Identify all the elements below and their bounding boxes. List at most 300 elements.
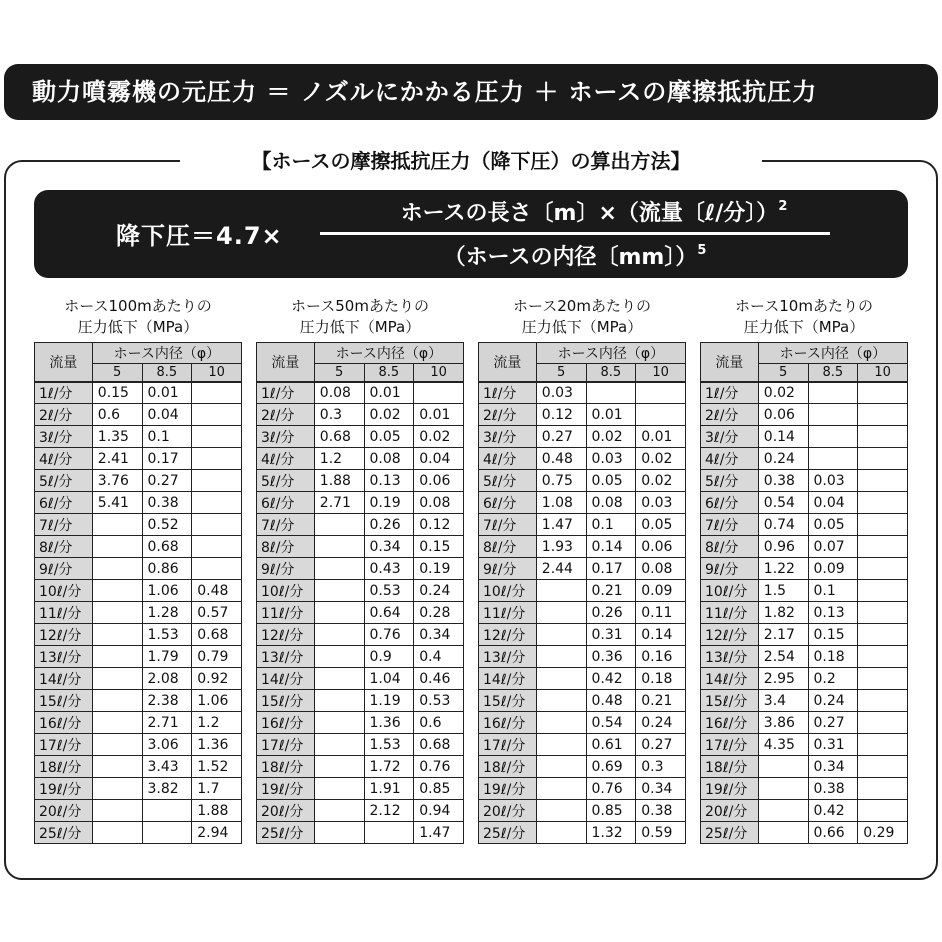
value-cell: 3.86 [758, 712, 808, 734]
flow-cell: 3ℓ/分 [257, 426, 315, 448]
flow-cell: 1ℓ/分 [35, 382, 93, 404]
flow-cell: 1ℓ/分 [257, 382, 315, 404]
diameter-col-header: 5 [92, 364, 142, 382]
value-cell: 3.76 [92, 470, 142, 492]
value-cell: 0.02 [636, 448, 686, 470]
value-cell: 0.14 [758, 426, 808, 448]
value-cell: 0.3 [314, 404, 364, 426]
value-cell: 0.14 [636, 624, 686, 646]
table-row [35, 712, 242, 734]
value-cell: 0.03 [636, 492, 686, 514]
value-cell: 0.04 [808, 492, 858, 514]
table-row [479, 602, 686, 624]
value-cell [314, 822, 364, 844]
table-row [257, 404, 464, 426]
value-cell: 0.24 [636, 712, 686, 734]
value-cell: 0.03 [536, 382, 586, 404]
table-row [479, 756, 686, 778]
value-cell: 0.06 [758, 404, 808, 426]
flow-cell: 8ℓ/分 [35, 536, 93, 558]
value-cell [858, 624, 908, 646]
table-row [257, 470, 464, 492]
diameter-header: ホース内径（φ） [92, 343, 241, 364]
table-row [479, 646, 686, 668]
value-cell: 1.82 [758, 602, 808, 624]
value-cell: 0.15 [414, 536, 464, 558]
value-cell: 0.48 [536, 448, 586, 470]
value-cell [858, 426, 908, 448]
flow-cell: 11ℓ/分 [35, 602, 93, 624]
value-cell: 0.86 [142, 558, 192, 580]
value-cell [314, 756, 364, 778]
flow-cell: 1ℓ/分 [479, 382, 537, 404]
table-row [701, 558, 908, 580]
table-row [257, 624, 464, 646]
diameter-col-header: 10 [858, 364, 908, 382]
flow-cell: 25ℓ/分 [257, 822, 315, 844]
formula-box [34, 190, 908, 278]
flow-header: 流量 [479, 343, 537, 382]
flow-cell: 9ℓ/分 [35, 558, 93, 580]
table-row [257, 448, 464, 470]
flow-cell: 7ℓ/分 [701, 514, 759, 536]
value-cell: 0.42 [808, 800, 858, 822]
value-cell: 0.05 [808, 514, 858, 536]
value-cell: 0.03 [808, 470, 858, 492]
table-caption [34, 296, 242, 342]
value-cell [536, 668, 586, 690]
pressure-drop-table [700, 342, 908, 844]
value-cell: 0.04 [142, 404, 192, 426]
value-cell [858, 602, 908, 624]
value-cell [192, 382, 242, 404]
value-cell: 0.16 [636, 646, 686, 668]
value-cell: 0.27 [142, 470, 192, 492]
flow-cell: 12ℓ/分 [701, 624, 759, 646]
value-cell: 0.02 [414, 426, 464, 448]
table-row [701, 470, 908, 492]
diameter-col-header: 8.5 [142, 364, 192, 382]
flow-cell: 4ℓ/分 [35, 448, 93, 470]
value-cell [858, 448, 908, 470]
table-row [479, 426, 686, 448]
value-cell: 1.19 [364, 690, 414, 712]
table-row [479, 404, 686, 426]
value-cell [858, 646, 908, 668]
value-cell [92, 778, 142, 800]
value-cell: 0.74 [758, 514, 808, 536]
flow-cell: 16ℓ/分 [257, 712, 315, 734]
pressure-drop-table [478, 342, 686, 844]
header-row [479, 343, 686, 364]
table-row [701, 668, 908, 690]
value-cell: 1.91 [364, 778, 414, 800]
value-cell [92, 558, 142, 580]
value-cell: 0.27 [536, 426, 586, 448]
table-row [257, 558, 464, 580]
value-cell: 0.08 [364, 448, 414, 470]
flow-cell: 6ℓ/分 [479, 492, 537, 514]
value-cell: 0.13 [364, 470, 414, 492]
banner-text: 動力噴霧機の元圧力 ＝ ノズルにかかる圧力 ＋ ホースの摩擦抵抗圧力 [32, 78, 818, 106]
value-cell: 0.21 [586, 580, 636, 602]
value-cell [414, 382, 464, 404]
value-cell: 0.42 [586, 668, 636, 690]
table-row [479, 712, 686, 734]
flow-cell: 10ℓ/分 [701, 580, 759, 602]
value-cell: 0.28 [414, 602, 464, 624]
value-cell [314, 602, 364, 624]
table-row [701, 800, 908, 822]
flow-cell: 4ℓ/分 [479, 448, 537, 470]
value-cell: 5.41 [92, 492, 142, 514]
formula-lhs: 降下圧＝4.7× [116, 222, 283, 250]
value-cell: 0.85 [586, 800, 636, 822]
value-cell: 0.05 [364, 426, 414, 448]
table-row [479, 492, 686, 514]
value-cell: 0.3 [636, 756, 686, 778]
table-row [479, 668, 686, 690]
value-cell: 1.88 [192, 800, 242, 822]
table-row [479, 822, 686, 844]
value-cell: 0.08 [636, 558, 686, 580]
value-cell: 1.79 [142, 646, 192, 668]
table-row [701, 822, 908, 844]
value-cell: 2.94 [192, 822, 242, 844]
caption-line2: 圧力低下（MPa） [299, 318, 421, 336]
value-cell [636, 382, 686, 404]
flow-cell: 11ℓ/分 [257, 602, 315, 624]
value-cell: 0.26 [364, 514, 414, 536]
table-row [701, 734, 908, 756]
value-cell: 0.01 [414, 404, 464, 426]
value-cell: 1.36 [192, 734, 242, 756]
denominator-text: （ホースの内径〔mm〕） [443, 245, 698, 270]
flow-cell: 18ℓ/分 [479, 756, 537, 778]
table-row [257, 580, 464, 602]
value-cell: 0.31 [808, 734, 858, 756]
flow-cell: 15ℓ/分 [35, 690, 93, 712]
table-block-50m [256, 296, 464, 844]
numerator-text: ホースの長さ〔m〕×（流量〔ℓ/分〕） [400, 201, 779, 226]
value-cell: 0.66 [808, 822, 858, 844]
diameter-col-header: 10 [414, 364, 464, 382]
value-cell [314, 646, 364, 668]
flow-cell: 15ℓ/分 [257, 690, 315, 712]
flow-cell: 10ℓ/分 [35, 580, 93, 602]
pressure-drop-table [256, 342, 464, 844]
value-cell [758, 756, 808, 778]
value-cell [758, 800, 808, 822]
flow-cell: 9ℓ/分 [257, 558, 315, 580]
value-cell [192, 492, 242, 514]
value-cell: 3.43 [142, 756, 192, 778]
value-cell: 0.34 [636, 778, 686, 800]
value-cell: 1.47 [536, 514, 586, 536]
value-cell [314, 690, 364, 712]
value-cell: 0.15 [92, 382, 142, 404]
value-cell [586, 382, 636, 404]
flow-cell: 16ℓ/分 [701, 712, 759, 734]
value-cell [858, 492, 908, 514]
value-cell: 1.2 [192, 712, 242, 734]
value-cell: 0.68 [192, 624, 242, 646]
table-row [35, 580, 242, 602]
value-cell [808, 382, 858, 404]
table-row [35, 448, 242, 470]
table-row [701, 382, 908, 404]
value-cell: 0.6 [92, 404, 142, 426]
flow-cell: 17ℓ/分 [701, 734, 759, 756]
value-cell [858, 800, 908, 822]
value-cell: 1.72 [364, 756, 414, 778]
value-cell: 2.17 [758, 624, 808, 646]
value-cell: 0.52 [142, 514, 192, 536]
diameter-col-header: 5 [758, 364, 808, 382]
value-cell [192, 404, 242, 426]
flow-cell: 10ℓ/分 [479, 580, 537, 602]
value-cell: 1.52 [192, 756, 242, 778]
table-row [35, 646, 242, 668]
value-cell: 0.01 [364, 382, 414, 404]
caption-line1: ホース100mあたりの [64, 297, 212, 315]
value-cell [92, 734, 142, 756]
value-cell: 0.08 [314, 382, 364, 404]
table-row [35, 822, 242, 844]
flow-cell: 2ℓ/分 [35, 404, 93, 426]
value-cell [858, 778, 908, 800]
flow-cell: 16ℓ/分 [35, 712, 93, 734]
flow-cell: 6ℓ/分 [35, 492, 93, 514]
value-cell [536, 756, 586, 778]
value-cell [536, 822, 586, 844]
value-cell: 3.06 [142, 734, 192, 756]
value-cell [858, 668, 908, 690]
value-cell: 0.92 [192, 668, 242, 690]
value-cell: 0.1 [142, 426, 192, 448]
value-cell: 0.75 [536, 470, 586, 492]
value-cell [808, 448, 858, 470]
value-cell [858, 404, 908, 426]
table-row [257, 778, 464, 800]
value-cell [858, 382, 908, 404]
table-row [479, 558, 686, 580]
flow-cell: 25ℓ/分 [35, 822, 93, 844]
value-cell: 1.53 [364, 734, 414, 756]
value-cell: 0.6 [414, 712, 464, 734]
table-row [701, 492, 908, 514]
value-cell [92, 580, 142, 602]
flow-cell: 9ℓ/分 [701, 558, 759, 580]
value-cell: 0.61 [586, 734, 636, 756]
value-cell: 0.01 [636, 426, 686, 448]
flow-cell: 12ℓ/分 [35, 624, 93, 646]
value-cell: 0.43 [364, 558, 414, 580]
table-row [701, 536, 908, 558]
flow-cell: 6ℓ/分 [701, 492, 759, 514]
flow-cell: 17ℓ/分 [257, 734, 315, 756]
value-cell: 1.35 [92, 426, 142, 448]
flow-cell: 5ℓ/分 [701, 470, 759, 492]
table-row [35, 602, 242, 624]
value-cell [314, 624, 364, 646]
caption-line1: ホース10mあたりの [735, 297, 873, 315]
value-cell: 0.79 [192, 646, 242, 668]
value-cell: 0.53 [414, 690, 464, 712]
flow-cell: 8ℓ/分 [701, 536, 759, 558]
value-cell: 0.53 [364, 580, 414, 602]
flow-cell: 1ℓ/分 [701, 382, 759, 404]
value-cell: 0.9 [364, 646, 414, 668]
flow-cell: 18ℓ/分 [35, 756, 93, 778]
table-row [701, 690, 908, 712]
flow-cell: 19ℓ/分 [701, 778, 759, 800]
value-cell: 0.34 [808, 756, 858, 778]
formula-numerator [334, 196, 854, 227]
value-cell: 0.21 [636, 690, 686, 712]
value-cell [364, 822, 414, 844]
value-cell: 0.36 [586, 646, 636, 668]
table-block-10m [700, 296, 908, 844]
flow-header: 流量 [257, 343, 315, 382]
value-cell: 0.14 [586, 536, 636, 558]
caption-line2: 圧力低下（MPa） [521, 318, 643, 336]
value-cell [92, 536, 142, 558]
value-cell: 0.27 [808, 712, 858, 734]
flow-cell: 14ℓ/分 [257, 668, 315, 690]
value-cell: 1.06 [192, 690, 242, 712]
value-cell: 2.38 [142, 690, 192, 712]
value-cell [92, 756, 142, 778]
table-caption [256, 296, 464, 342]
value-cell: 1.36 [364, 712, 414, 734]
value-cell [536, 580, 586, 602]
flow-cell: 15ℓ/分 [479, 690, 537, 712]
value-cell: 0.34 [414, 624, 464, 646]
value-cell [536, 712, 586, 734]
flow-cell: 13ℓ/分 [35, 646, 93, 668]
flow-cell: 13ℓ/分 [701, 646, 759, 668]
table-row [257, 712, 464, 734]
diameter-col-header: 5 [314, 364, 364, 382]
flow-cell: 16ℓ/分 [479, 712, 537, 734]
value-cell: 0.15 [808, 624, 858, 646]
value-cell [192, 470, 242, 492]
value-cell: 0.19 [414, 558, 464, 580]
value-cell: 0.46 [414, 668, 464, 690]
value-cell: 0.76 [364, 624, 414, 646]
value-cell: 0.04 [414, 448, 464, 470]
value-cell [536, 690, 586, 712]
flow-cell: 4ℓ/分 [701, 448, 759, 470]
value-cell [92, 514, 142, 536]
table-row [35, 800, 242, 822]
table-row [35, 668, 242, 690]
value-cell: 0.38 [636, 800, 686, 822]
value-cell [636, 404, 686, 426]
value-cell: 1.22 [758, 558, 808, 580]
value-cell: 0.85 [414, 778, 464, 800]
value-cell [192, 426, 242, 448]
header-row [35, 343, 242, 364]
value-cell [92, 690, 142, 712]
flow-cell: 20ℓ/分 [35, 800, 93, 822]
table-row [701, 580, 908, 602]
value-cell: 1.7 [192, 778, 242, 800]
flow-cell: 18ℓ/分 [701, 756, 759, 778]
value-cell [858, 536, 908, 558]
flow-cell: 15ℓ/分 [701, 690, 759, 712]
value-cell [314, 514, 364, 536]
value-cell: 0.18 [636, 668, 686, 690]
flow-cell: 19ℓ/分 [257, 778, 315, 800]
value-cell: 0.64 [364, 602, 414, 624]
table-row [35, 404, 242, 426]
table-row [701, 756, 908, 778]
value-cell [536, 800, 586, 822]
flow-header: 流量 [35, 343, 93, 382]
table-row [35, 426, 242, 448]
value-cell: 0.05 [636, 514, 686, 536]
diameter-col-header: 10 [192, 364, 242, 382]
value-cell [92, 646, 142, 668]
table-row [257, 690, 464, 712]
table-row [257, 668, 464, 690]
flow-cell: 19ℓ/分 [479, 778, 537, 800]
value-cell [758, 778, 808, 800]
value-cell [92, 602, 142, 624]
value-cell [314, 778, 364, 800]
pressure-drop-table [34, 342, 242, 844]
flow-cell: 25ℓ/分 [479, 822, 537, 844]
value-cell [858, 470, 908, 492]
value-cell [314, 734, 364, 756]
flow-cell: 8ℓ/分 [257, 536, 315, 558]
value-cell: 1.28 [142, 602, 192, 624]
flow-cell: 2ℓ/分 [479, 404, 537, 426]
table-row [479, 800, 686, 822]
table-caption [700, 296, 908, 342]
value-cell [314, 800, 364, 822]
table-row [35, 558, 242, 580]
table-row [257, 602, 464, 624]
table-row [257, 756, 464, 778]
flow-cell: 3ℓ/分 [701, 426, 759, 448]
value-cell: 1.47 [414, 822, 464, 844]
value-cell [314, 712, 364, 734]
flow-cell: 11ℓ/分 [479, 602, 537, 624]
table-row [35, 624, 242, 646]
value-cell: 2.54 [758, 646, 808, 668]
flow-header: 流量 [701, 343, 759, 382]
fraction-bar [320, 232, 830, 235]
value-cell: 2.08 [142, 668, 192, 690]
value-cell: 2.95 [758, 668, 808, 690]
table-row [35, 734, 242, 756]
value-cell [192, 448, 242, 470]
value-cell [142, 822, 192, 844]
value-cell: 0.17 [142, 448, 192, 470]
flow-cell: 6ℓ/分 [257, 492, 315, 514]
table-row [701, 448, 908, 470]
value-cell: 0.02 [636, 470, 686, 492]
value-cell: 0.02 [586, 426, 636, 448]
value-cell [858, 580, 908, 602]
value-cell: 2.41 [92, 448, 142, 470]
value-cell: 0.09 [808, 558, 858, 580]
flow-cell: 5ℓ/分 [479, 470, 537, 492]
flow-cell: 7ℓ/分 [479, 514, 537, 536]
